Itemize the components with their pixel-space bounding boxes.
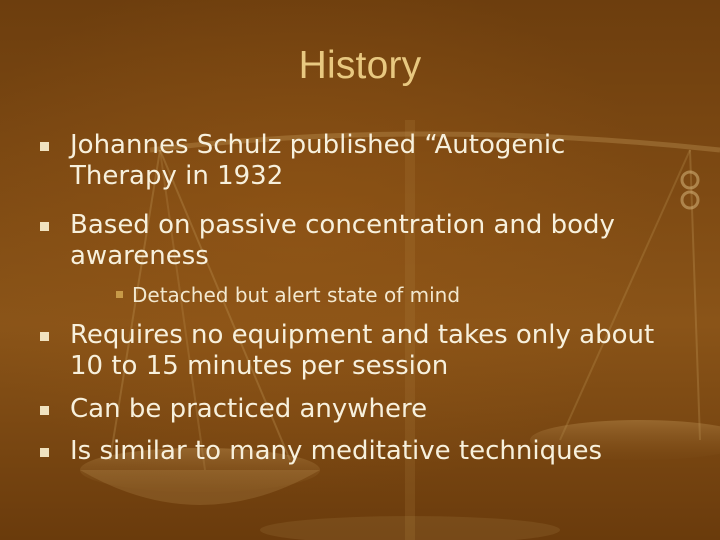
bullet-text: Johannes Schulz published “Autogenic Therapy in 1932 — [70, 130, 566, 191]
bullet-marker — [40, 222, 49, 231]
slide-title: History — [298, 44, 422, 87]
bullet-item — [70, 210, 670, 272]
sub-bullet-text: Detached but alert state of mind — [132, 283, 461, 307]
bullet-item — [70, 394, 670, 425]
bullet-marker — [40, 448, 49, 457]
bullet-text: Based on passive concentration and body awareness — [70, 210, 615, 271]
sub-bullet-item — [132, 282, 652, 308]
sub-bullet-marker — [116, 291, 123, 298]
bullet-marker — [40, 142, 49, 151]
bullet-item — [70, 436, 670, 467]
bullet-marker — [40, 332, 49, 341]
bullet-text: Requires no equipment and takes only about 10 to 15 minutes per session — [70, 320, 655, 381]
bullet-text: Is similar to many meditative techniques — [70, 436, 603, 466]
bullet-item — [70, 130, 670, 192]
bullet-text: Can be practiced anywhere — [70, 394, 428, 424]
bullet-item — [70, 320, 670, 382]
bullet-marker — [40, 406, 49, 415]
